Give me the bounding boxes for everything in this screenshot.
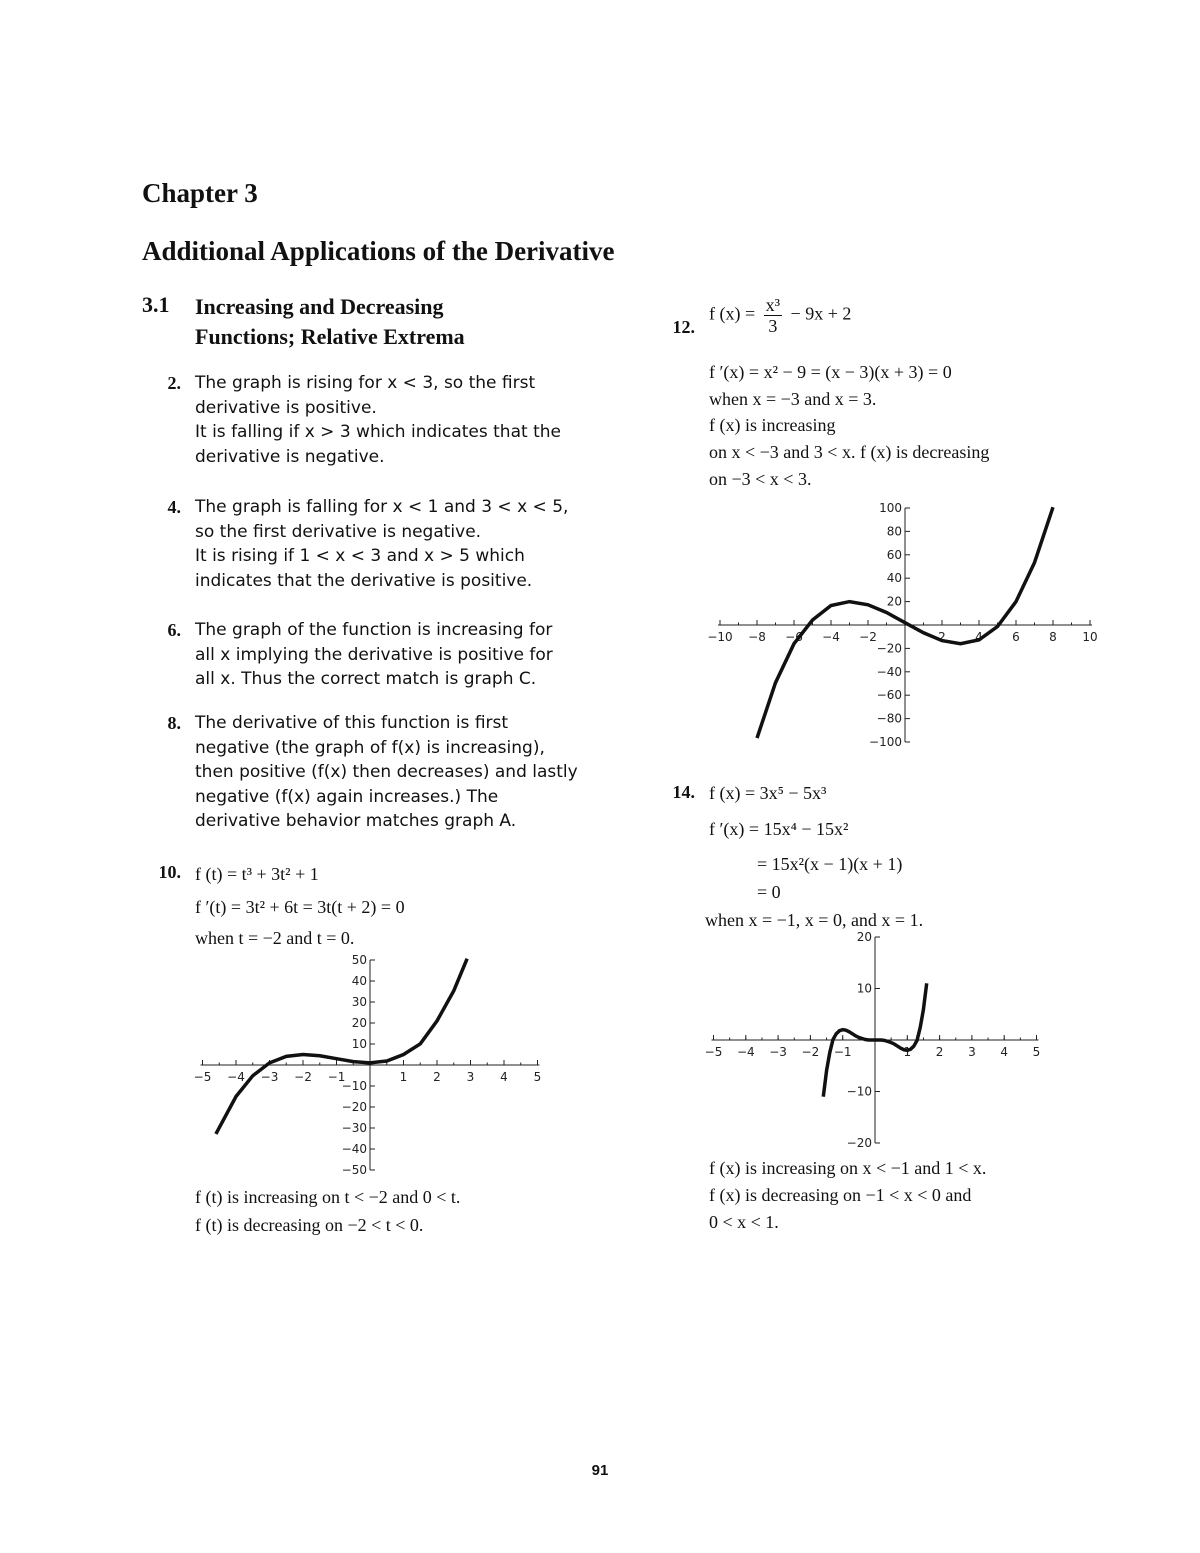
conclusion-line: f (x) is decreasing on −1 < x < 0 and <box>709 1185 972 1205</box>
x-tick-label: −4 <box>822 630 840 644</box>
problem-text-line: then positive (f(x) then decreases) and lastly <box>195 762 578 782</box>
chart-problem-14 <box>695 925 1050 1150</box>
problem-text-line: The graph is rising for x < 3, so the first <box>195 373 536 393</box>
x-tick-label: −8 <box>748 630 766 644</box>
x-tick-label: 1 <box>903 1045 912 1059</box>
equation-line: when x = −1, x = 0, and x = 1. <box>705 910 924 930</box>
y-tick-label: 40 <box>886 571 902 586</box>
y-tick-label: 10 <box>856 981 872 996</box>
fraction-numerator: x³ <box>765 295 781 315</box>
equation-line: when t = −2 and t = 0. <box>195 928 355 948</box>
x-tick-label: −1 <box>833 1045 852 1059</box>
problem-text-line: so the first derivative is negative. <box>195 521 482 542</box>
problem-text-line: It is falling if x > 3 which indicates that the <box>195 422 561 442</box>
chapter-title: Additional Applications of the Derivative <box>142 236 615 266</box>
problem-text-line: The derivative of this function is first <box>195 713 509 733</box>
problem-text-line: The graph is falling for x < 1 and 3 < x < 5, <box>195 497 569 517</box>
problem-text-line: The graph of the function is increasing for <box>195 620 553 640</box>
problem-text-line: derivative is positive. <box>195 397 377 418</box>
y-tick-label: −20 <box>341 1100 367 1114</box>
chart-problem-10 <box>190 945 550 1185</box>
x-tick-label: −4 <box>736 1045 755 1059</box>
x-tick-label: 3 <box>466 1070 475 1084</box>
problem-text-line: indicates that the derivative is positive. <box>195 570 533 591</box>
conclusion-line: f (t) is increasing on t < −2 and 0 < t. <box>195 1187 461 1207</box>
x-tick-label: −2 <box>859 630 877 644</box>
y-tick-label: 20 <box>351 1016 367 1030</box>
y-tick-label: 40 <box>351 974 367 988</box>
y-tick-label: −10 <box>341 1079 367 1093</box>
x-tick-label: −3 <box>769 1045 787 1059</box>
problem-text-line: derivative behavior matches graph A. <box>195 811 517 831</box>
y-tick-label: −100 <box>869 735 902 749</box>
x-tick-label: −2 <box>294 1070 312 1084</box>
x-tick-label: 2 <box>938 630 946 644</box>
section-title-line2: Functions; Relative Extrema <box>195 324 465 349</box>
problem-number: 10. <box>158 862 181 882</box>
y-tick-label: 50 <box>351 953 367 967</box>
x-tick-label: 5 <box>1032 1045 1041 1059</box>
x-tick-label: −10 <box>707 630 733 644</box>
x-tick-label: −6 <box>785 630 803 644</box>
equation-line: f ′(t) = 3t² + 6t = 3t(t + 2) = 0 <box>195 897 405 917</box>
y-tick-label: −80 <box>876 711 902 726</box>
y-tick-label: 30 <box>351 995 367 1009</box>
x-tick-label: −5 <box>704 1045 723 1059</box>
x-tick-label: 3 <box>968 1045 976 1059</box>
equation-line: f (x) = 3x⁵ − 5x³ <box>709 783 827 803</box>
chart-problem-12 <box>695 495 1105 750</box>
problem-text-line: negative (the graph of f(x) is increasing), <box>195 737 545 758</box>
y-tick-label: −20 <box>846 1136 872 1150</box>
x-tick-label: 10 <box>1082 630 1098 644</box>
x-tick-label: 2 <box>935 1045 944 1059</box>
problem-text-line: derivative is negative. <box>195 446 385 467</box>
problem-number: 2. <box>167 373 181 393</box>
y-tick-label: −50 <box>341 1163 367 1177</box>
x-tick-label: 8 <box>1049 630 1057 644</box>
conclusion-line: f (t) is decreasing on −2 < t < 0. <box>195 1215 424 1235</box>
y-tick-label: 20 <box>856 930 872 944</box>
equation-line: f (x) is increasing <box>709 415 836 435</box>
conclusion-line: f (x) is increasing on x < −1 and 1 < x. <box>709 1158 987 1178</box>
y-tick-label: 100 <box>879 501 902 515</box>
chapter-heading: Chapter 3 <box>142 178 258 208</box>
y-tick-label: −30 <box>341 1121 367 1135</box>
y-tick-label: 60 <box>886 547 902 562</box>
problem-number: 14. <box>672 782 695 802</box>
equation-line: when x = −3 and x = 3. <box>709 389 877 409</box>
equation-line: f (t) = t³ + 3t² + 1 <box>195 864 319 884</box>
x-tick-label: −1 <box>327 1070 346 1084</box>
conclusion-line: 0 < x < 1. <box>709 1212 779 1232</box>
y-tick-label: −60 <box>876 688 902 703</box>
problem-number: 12. <box>672 317 695 337</box>
fraction-denominator: 3 <box>768 316 778 336</box>
equation-line: = 0 <box>757 882 781 902</box>
problem-text-line: all x. Thus the correct match is graph C. <box>195 669 537 689</box>
equation-line: = 15x²(x − 1)(x + 1) <box>757 854 903 874</box>
x-tick-label: −3 <box>260 1070 279 1084</box>
equation-rhs: − 9x + 2 <box>790 303 852 324</box>
section-title-line1: Increasing and Decreasing <box>195 294 444 319</box>
y-tick-label: −10 <box>846 1084 872 1099</box>
y-tick-label: 10 <box>351 1037 367 1051</box>
x-tick-label: 4 <box>500 1070 508 1084</box>
x-tick-label: 2 <box>433 1070 441 1084</box>
problem-text-line: It is rising if 1 < x < 3 and x > 5 which <box>195 546 525 566</box>
equation-line: on x < −3 and 3 < x. f (x) is decreasing <box>709 442 990 462</box>
y-tick-label: 20 <box>886 594 902 609</box>
equation-lhs: f (x) = <box>709 303 756 324</box>
problem-number: 8. <box>167 713 181 733</box>
section-number: 3.1 <box>142 292 170 317</box>
x-tick-label: 5 <box>533 1070 542 1084</box>
x-tick-label: 4 <box>975 630 983 644</box>
problem-text-line: negative (f(x) again increases.) The <box>195 786 499 807</box>
x-tick-label: −5 <box>193 1070 212 1084</box>
equation-fraction <box>764 295 782 336</box>
x-tick-label: −2 <box>801 1045 820 1059</box>
problem-number: 6. <box>167 620 181 640</box>
problem-number: 4. <box>167 497 181 517</box>
y-tick-label: −40 <box>341 1142 367 1156</box>
equation-line: on −3 < x < 3. <box>709 469 812 489</box>
x-tick-label: −4 <box>227 1070 245 1084</box>
page-number: 91 <box>591 1462 609 1479</box>
x-tick-label: 1 <box>399 1070 408 1084</box>
equation-line: f ′(x) = x² − 9 = (x − 3)(x + 3) = 0 <box>709 362 952 382</box>
equation-line: f ′(x) = 15x⁴ − 15x² <box>709 819 849 839</box>
x-tick-label: 6 <box>1012 630 1020 644</box>
problem-text-line: all x implying the derivative is positive for <box>195 644 553 665</box>
y-tick-label: −40 <box>876 664 902 679</box>
y-tick-label: −20 <box>876 641 902 656</box>
y-tick-label: 80 <box>886 524 902 539</box>
x-tick-label: 4 <box>1000 1045 1009 1059</box>
